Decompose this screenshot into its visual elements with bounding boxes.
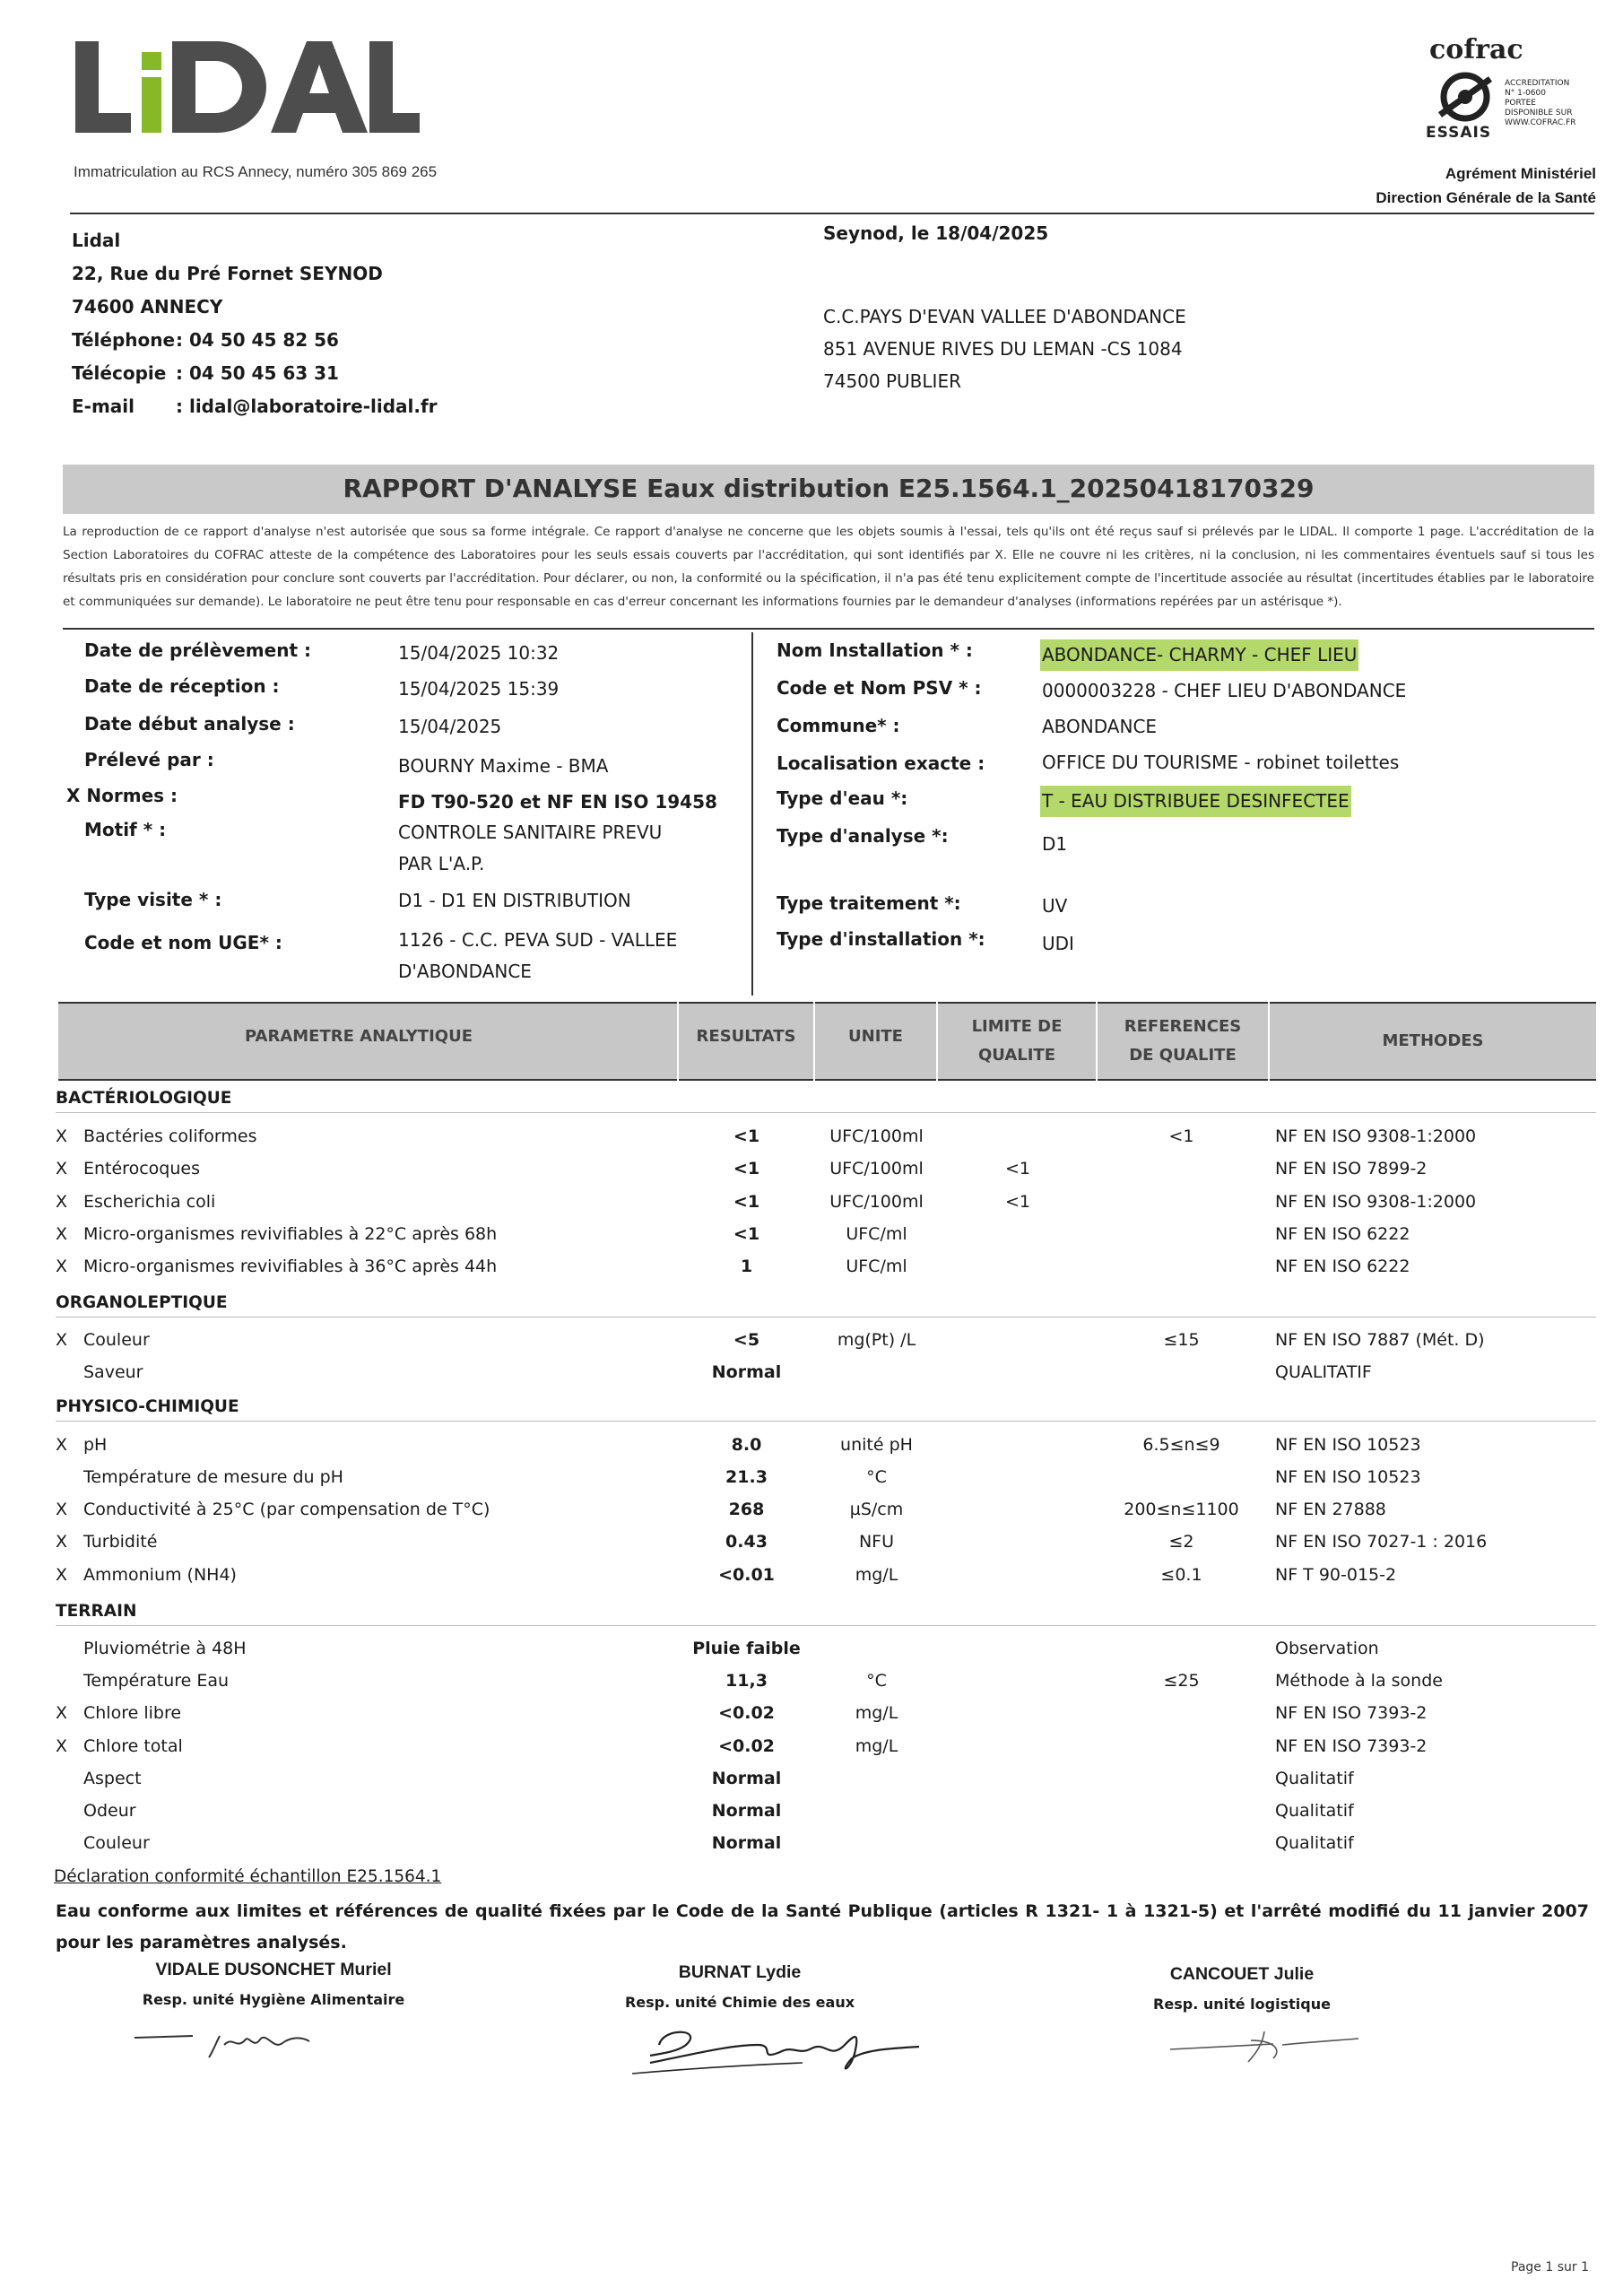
result: Normal — [711, 1769, 782, 1788]
col-references: REFERENCES DE QUALITE — [1124, 1017, 1242, 1065]
parameter: Entérocoques — [83, 1159, 200, 1178]
accreditation-mark: X — [56, 1224, 68, 1244]
table-row — [0, 1192, 1623, 1224]
section-divider — [56, 1112, 1596, 1113]
disclaimer-divider — [63, 628, 1594, 630]
parameter: Pluviométrie à 48H — [83, 1639, 247, 1658]
table-row — [0, 1435, 1623, 1467]
quality-reference: ≤25 — [1163, 1671, 1200, 1691]
cofrac-logo: cofrac ESSAIS ACCREDITATION N° 1-0600 PORTEE DISPONIBLE SUR WWW.COFRAC.FR — [1426, 34, 1576, 142]
signature-2 — [623, 2018, 928, 2081]
table-row — [0, 1833, 1623, 1866]
result: <5 — [733, 1330, 760, 1350]
method: Observation — [1275, 1639, 1379, 1658]
declaration-title: Déclaration conformité échantillon E25.1564.1 — [54, 1867, 442, 1886]
table-row — [0, 1159, 1623, 1191]
report-date: Seynod, le 18/04/2025 — [823, 222, 1049, 244]
accreditation-mark: X — [56, 1159, 68, 1178]
parameter: Température de mesure du pH — [83, 1467, 343, 1487]
table-row — [0, 1801, 1623, 1833]
signatory-2: BURNAT Lydie Resp. unité Chimie des eaux — [624, 1962, 855, 2011]
accreditation-mark: X — [56, 1435, 68, 1455]
parameter: Micro-organismes revivifiables à 22°C après 68h — [83, 1224, 498, 1244]
method: NF T 90-015-2 — [1275, 1565, 1397, 1585]
info-divider — [751, 632, 753, 996]
parameter: Aspect — [83, 1769, 142, 1788]
quality-reference: 200≤n≤1100 — [1124, 1500, 1239, 1519]
unit: NFU — [858, 1532, 895, 1552]
lab-address: Lidal 22, Rue du Pré Fornet SEYNOD 74600 ANNECY Téléphone: 04 50 45 82 56 Télécopie : 04 50 45 63 31 E-mail : lidal@laboratoire-lidal.fr — [72, 230, 438, 417]
result: Pluie faible — [692, 1639, 801, 1658]
table-row — [0, 1330, 1623, 1362]
accreditation-mark: X — [56, 1736, 68, 1756]
unit: UFC/100ml — [829, 1192, 924, 1212]
unit: mg/L — [855, 1565, 898, 1585]
quality-reference: <1 — [1168, 1126, 1194, 1146]
accreditation-mark: X — [56, 1330, 68, 1350]
parameter: Escherichia coli — [83, 1192, 216, 1212]
table-row — [0, 1639, 1623, 1671]
section-title: PHYSICO-CHIMIQUE — [56, 1397, 239, 1416]
section-title: BACTÉRIOLOGIQUE — [56, 1089, 232, 1108]
method: Qualitatif — [1275, 1801, 1354, 1821]
quality-reference: 6.5≤n≤9 — [1142, 1435, 1220, 1455]
parameter: Saveur — [83, 1362, 143, 1382]
method: NF EN ISO 7899-2 — [1275, 1159, 1428, 1178]
table-row — [0, 1736, 1623, 1769]
table-row — [0, 1532, 1623, 1564]
quality-limit: <1 — [1004, 1192, 1030, 1212]
unit: unité pH — [840, 1435, 913, 1455]
table-row — [0, 1126, 1623, 1159]
col-parametre: PARAMETRE ANALYTIQUE — [245, 1027, 473, 1046]
unit: µS/cm — [849, 1500, 904, 1519]
result: <1 — [733, 1159, 760, 1178]
col-limite: LIMITE DE QUALITE — [971, 1017, 1063, 1065]
unit: UFC/100ml — [829, 1126, 924, 1146]
result: 11,3 — [725, 1671, 768, 1691]
table-row — [0, 1257, 1623, 1289]
rcs-registration: Immatriculation au RCS Annecy, numéro 305 869 265 — [74, 163, 438, 180]
accreditation-mark: X — [56, 1126, 68, 1146]
method: NF EN ISO 10523 — [1275, 1435, 1421, 1455]
result: <0.01 — [718, 1565, 775, 1585]
result: Normal — [711, 1801, 782, 1821]
table-row — [0, 1500, 1623, 1532]
result: <1 — [733, 1192, 760, 1212]
table-row — [0, 1565, 1623, 1597]
signatory-3: CANCOUET Julie Resp. unité logistique — [1153, 1964, 1331, 2013]
method: NF EN ISO 7393-2 — [1275, 1736, 1428, 1756]
disclaimer: La reproduction de ce rapport d'analyse n'est autorisée que sous sa forme intégrale. Ce rapport d'analyse ne concerne que les objets soumis à l'essai, tels qu'ils ont été reçus sauf si prélevés par le LIDAL. Il comporte 1 page. L'accréditation de la Section Laboratoires du COFRAC atteste de la compétence des Laboratoires pour les seuls essais couverts par l'accréditation, qui sont identifiés par X. Elle ne couvre ni les critères, ni la conclusion, ni les commentaires éventuels sauf si tous les résultats pris en considération pour conclure sont couverts par l'accréditation. Pour déclarer, ou non, la conformité ou la spécification, il n'a pas été tenu explicitement compte de l'incertitude associée au résultat (incertitudes établies par le laboratoire et communiquées sur demande). Le laboratoire ne peut être tenu pour responsable en cas d'erreur concernant les informations fournies par le demandeur d'analyses (informations repérées par un astérisque *). — [63, 525, 1594, 609]
parameter: Micro-organismes revivifiables à 36°C après 44h — [83, 1257, 498, 1276]
method: NF EN ISO 7887 (Mét. D) — [1275, 1330, 1485, 1350]
unit: °C — [866, 1467, 887, 1487]
unit: mg/L — [855, 1703, 898, 1723]
accreditation-mark: X — [56, 1500, 68, 1519]
parameter: Température Eau — [83, 1671, 230, 1691]
method: QUALITATIF — [1275, 1362, 1372, 1382]
parameter: Chlore libre — [83, 1703, 182, 1723]
client-address: C.C.PAYS D'EVAN VALLEE D'ABONDANCE 851 AVENUE RIVES DU LEMAN -CS 1084 74500 PUBLIER — [823, 306, 1186, 392]
unit: UFC/100ml — [829, 1159, 924, 1178]
accreditation-mark: X — [56, 1532, 68, 1552]
quality-reference: ≤15 — [1163, 1330, 1200, 1350]
col-unite: UNITE — [848, 1027, 903, 1046]
result: <1 — [733, 1224, 760, 1244]
accreditation-mark: X — [56, 1257, 68, 1276]
report-title: RAPPORT D'ANALYSE Eaux distribution E25.1564.1_20250418170329 — [343, 474, 1315, 503]
method: Méthode à la sonde — [1275, 1671, 1443, 1691]
method: NF EN 27888 — [1275, 1500, 1386, 1519]
method: NF EN ISO 10523 — [1275, 1467, 1421, 1487]
method: Qualitatif — [1275, 1769, 1354, 1788]
page-number: Page 1 sur 1 — [1511, 2260, 1589, 2274]
result: 8.0 — [731, 1435, 762, 1455]
section-title: TERRAIN — [56, 1602, 137, 1621]
declaration-text: Eau conforme aux limites et références de qualité fixées par le Code de la Santé Publique (articles R 1321- 1 à 1321-5) et l'arrêté modifié du 11 janvier 2007 pour les paramètres analysés. — [56, 1901, 1589, 1952]
table-row — [0, 1362, 1623, 1395]
accreditation-mark: X — [56, 1192, 68, 1212]
parameter: Odeur — [83, 1801, 136, 1821]
unit: UFC/ml — [846, 1224, 907, 1244]
result: 1 — [740, 1257, 753, 1276]
method: NF EN ISO 6222 — [1275, 1257, 1410, 1276]
result: <0.02 — [718, 1703, 775, 1723]
result: <1 — [733, 1126, 760, 1146]
parameter: Bactéries coliformes — [83, 1126, 257, 1146]
result: Normal — [711, 1833, 782, 1853]
table-row — [0, 1224, 1623, 1257]
signatory-1: VIDALE DUSONCHET Muriel Resp. unité Hygiène Alimentaire — [142, 1960, 405, 2008]
section-divider — [56, 1625, 1596, 1626]
parameter: Ammonium (NH4) — [83, 1565, 237, 1585]
accreditation-mark: X — [56, 1703, 68, 1723]
parameter: Conductivité à 25°C (par compensation de T°C) — [83, 1500, 490, 1519]
table-row — [0, 1467, 1623, 1500]
result: 268 — [728, 1500, 765, 1519]
parameter: Turbidité — [83, 1532, 158, 1552]
method: NF EN ISO 9308-1:2000 — [1275, 1192, 1477, 1212]
section-title: ORGANOLEPTIQUE — [56, 1293, 228, 1312]
method: NF EN ISO 7393-2 — [1275, 1703, 1428, 1723]
unit: °C — [866, 1671, 887, 1691]
agrement: Agrément Ministériel Direction Générale de la Santé — [1376, 165, 1596, 206]
parameter: Chlore total — [83, 1736, 183, 1756]
parameter: Couleur — [83, 1330, 150, 1350]
result: Normal — [711, 1362, 782, 1382]
table-row — [0, 1671, 1623, 1703]
table-row — [0, 1703, 1623, 1735]
unit: mg(Pt) /L — [837, 1330, 916, 1350]
section-divider — [56, 1317, 1596, 1318]
col-methodes: METHODES — [1382, 1031, 1484, 1050]
result: 0.43 — [725, 1532, 768, 1552]
unit: mg/L — [855, 1736, 898, 1756]
quality-reference: ≤2 — [1168, 1532, 1194, 1552]
section-divider — [56, 1421, 1596, 1422]
quality-reference: ≤0.1 — [1160, 1565, 1202, 1585]
parameter: Couleur — [83, 1833, 150, 1853]
method: Qualitatif — [1275, 1833, 1354, 1853]
method: NF EN ISO 6222 — [1275, 1224, 1410, 1244]
col-resultats: RESULTATS — [696, 1027, 796, 1046]
result: 21.3 — [725, 1467, 768, 1487]
lidal-logo — [72, 34, 421, 142]
signature-3 — [1166, 2022, 1381, 2067]
header-divider — [70, 213, 1594, 214]
parameter: pH — [83, 1435, 108, 1455]
unit: UFC/ml — [846, 1257, 907, 1276]
method: NF EN ISO 7027-1 : 2016 — [1275, 1532, 1488, 1552]
method: NF EN ISO 9308-1:2000 — [1275, 1126, 1477, 1146]
table-row — [0, 1769, 1623, 1801]
result: <0.02 — [718, 1736, 775, 1756]
quality-limit: <1 — [1004, 1159, 1030, 1178]
accreditation-mark: X — [56, 1565, 68, 1585]
signature-1 — [130, 2018, 363, 2063]
